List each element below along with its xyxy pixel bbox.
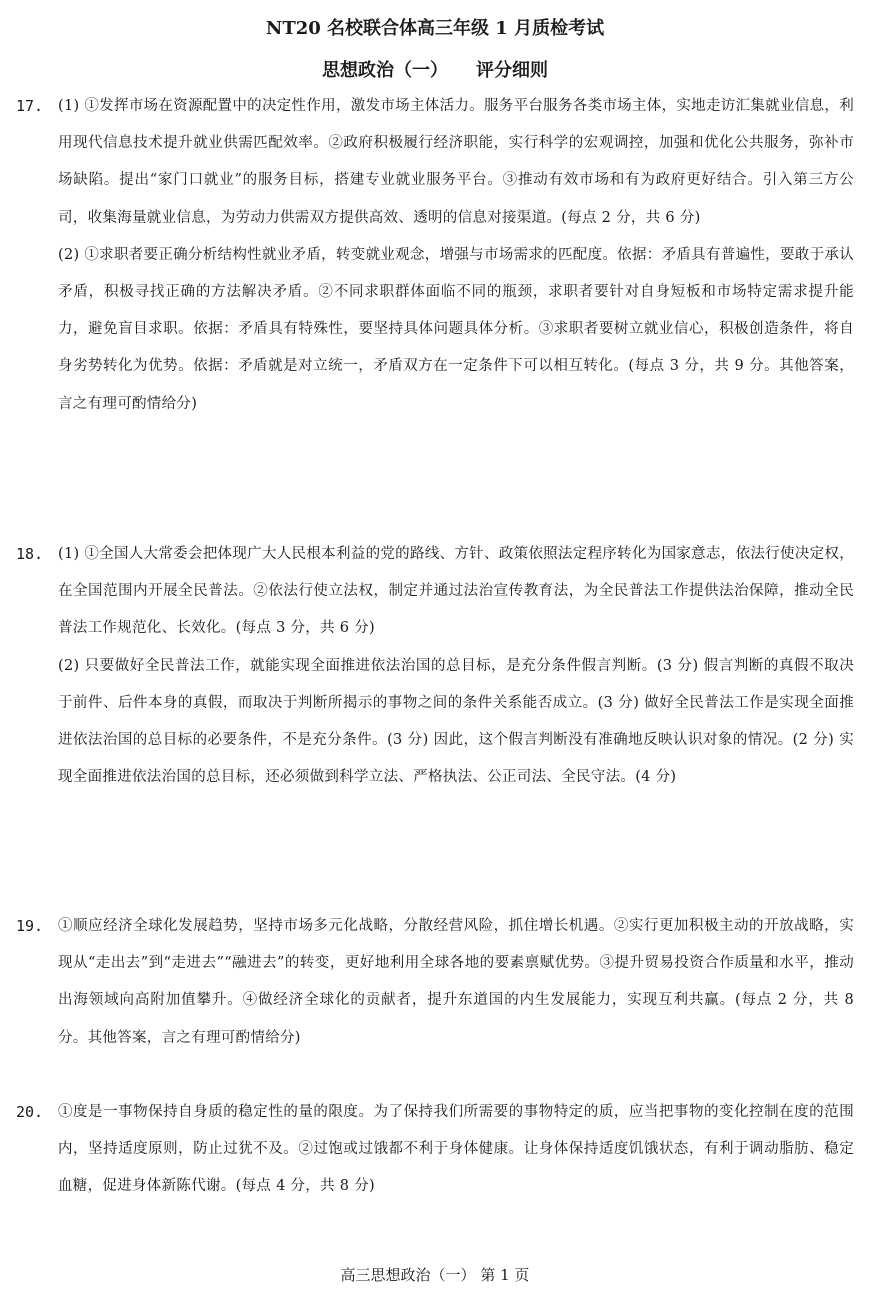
question-number: 18.: [16, 545, 44, 563]
answer-paragraph: (2) 只要做好全民普法工作，就能实现全面推进依法治国的总目标，是充分条件假言判断。(3 分) 假言判断的真假不取决于前件、后件本身的真假，而取决于判断所揭示的事物之间的条件关系能否成立。(3 分) 做好全民普法工作是实现全面推进依法治国的总目标的必要条件，不是充分条件。(3 分) 因此，这个假言判断没有准确地反映认识对象的情况。(2 分) 实现全面推进依法治国的总目标，还必须做到科学立法、严格执法、公正司法、全民守法。(4 分): [58, 657, 854, 786]
question-19: [0, 908, 870, 1057]
question-number: 20.: [16, 1103, 44, 1121]
exam-title: NT20 名校联合体高三年级 1 月质检考试: [265, 18, 605, 39]
footer-course: 高三思想政治（一）: [340, 1266, 476, 1284]
answer-paragraph: (1) ①全国人大常委会把体现广大人民根本利益的党的路线、方针、政策依照法定程序转化为国家意志，依法行使决定权，在全国范围内开展全民普法。②依法行使立法权，制定并通过法治宣传教育法，为全民普法工作提供法治保障，推动全民普法工作规范化、长效化。(每点 3 分，共 6 分): [58, 546, 854, 637]
page-footer: [0, 1263, 870, 1287]
question-17: [0, 88, 870, 423]
answer-paragraph: ①顺应经济全球化发展趋势，坚持市场多元化战略，分散经营风险，抓住增长机遇。②实行更加积极主动的开放战略，实现从“走出去”到“走进去”“融进去”的转变，更好地利用全球各地的要素禀赋优势。③提升贸易投资合作质量和水平，推动出海领域向高附加值攀升。④做经济全球化的贡献者，提升东道国的内生发展能力，实现互利共赢。(每点 2 分，共 8 分。其他答案，言之有理可酌情给分): [58, 918, 854, 1046]
footer-page-number: 第 1 页: [480, 1266, 530, 1284]
scoring-rules-label: 评分细则: [476, 60, 548, 81]
question-20: [0, 1094, 870, 1206]
question-18: [0, 536, 870, 796]
question-number: 19.: [16, 917, 44, 935]
answer-paragraph: (1) ①发挥市场在资源配置中的决定性作用，激发市场主体活力。服务平台服务各类市场主体，实地走访汇集就业信息，利用现代信息技术提升就业供需匹配效率。②政府积极履行经济职能，实行科学的宏观调控，加强和优化公共服务，弥补市场缺陷。提出“家门口就业”的服务目标，搭建专业就业服务平台。③推动有效市场和有为政府更好结合。引入第三方公司，收集海量就业信息，为劳动力供需双方提供高效、透明的信息对接渠道。(每点 2 分，共 6 分): [58, 98, 854, 226]
answer-paragraph: (2) ①求职者要正确分析结构性就业矛盾，转变就业观念，增强与市场需求的匹配度。依据：矛盾具有普遍性，要敢于承认矛盾，积极寻找正确的方法解决矛盾。②不同求职群体面临不同的瓶颈，求职者要针对自身短板和市场特定需求提升能力，避免盲目求职。依据：矛盾具有特殊性，要坚持具体问题具体分析。③求职者要树立就业信心，积极创造条件，将自身劣势转化为优势。依据：矛盾就是对立统一，矛盾双方在一定条件下可以相互转化。(每点 3 分，共 9 分。其他答案，言之有理可酌情给分): [58, 246, 854, 412]
exam-subtitle: [0, 59, 870, 83]
question-number: 17.: [16, 97, 44, 115]
answer-paragraph: ①度是一事物保持自身质的稳定性的量的限度。为了保持我们所需要的事物特定的质，应当把事物的变化控制在度的范围内，坚持适度原则，防止过犹不及。②过饱或过饿都不利于身体健康。让身体保持适度饥饿状态，有利于调动脂肪、稳定血糖，促进身体新陈代谢。(每点 4 分，共 8 分): [58, 1104, 854, 1195]
subject-name: 思想政治（一）: [322, 60, 448, 81]
